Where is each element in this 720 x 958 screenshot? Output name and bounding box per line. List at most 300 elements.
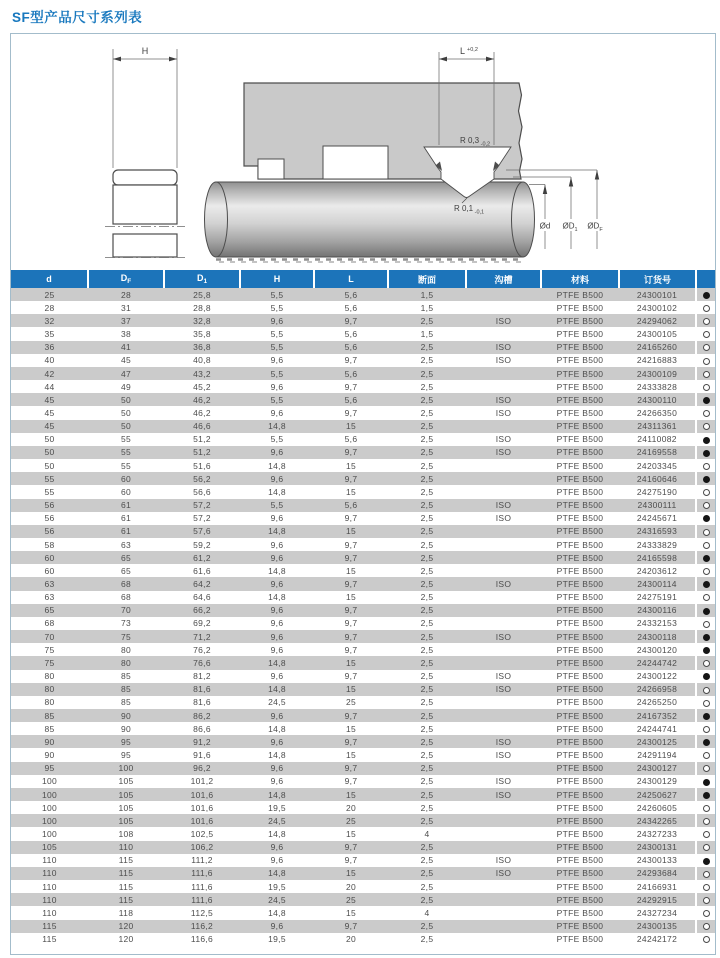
table-cell: 32 [11, 314, 88, 327]
table-cell: 24165260 [619, 341, 696, 354]
table-cell: 24300129 [636, 776, 678, 787]
table-cell [466, 841, 541, 854]
table-cell: 102,5 [190, 828, 214, 839]
table-row [11, 591, 715, 604]
table-cell [466, 906, 541, 919]
table-cell: ISO [466, 867, 541, 880]
table-cell: ISO [466, 577, 541, 590]
availability-dot-filled [703, 779, 710, 786]
table-cell: 61 [88, 499, 164, 512]
table-cell: 57,2 [193, 513, 211, 524]
table-cell: 9,7 [314, 314, 388, 327]
table-cell: 2,5 [420, 618, 434, 629]
table-row [11, 788, 715, 801]
table-row [11, 472, 715, 485]
table-cell: ISO [466, 393, 541, 406]
table-cell: 19,5 [268, 881, 286, 892]
table-cell: PTFE B500 [556, 618, 604, 629]
table-cell: 24300110 [619, 393, 696, 406]
table-cell: 24294062 [619, 314, 696, 327]
table-cell: 95 [120, 750, 132, 761]
availability-cell [696, 656, 715, 669]
table-cell: 9,7 [344, 381, 358, 392]
table-cell: 9,6 [270, 671, 284, 682]
table-cell [466, 525, 541, 538]
table-row [11, 867, 715, 880]
availability-dot-hollow [703, 936, 710, 943]
table-cell: 9,7 [314, 472, 388, 485]
table-cell: PTFE B500 [556, 565, 604, 576]
availability-dot-hollow [703, 344, 710, 351]
r01-label: R 0,1 $_{-0,1}$ [454, 204, 485, 216]
table-cell: 45 [11, 393, 88, 406]
table-cell: 2,5 [388, 709, 466, 722]
table-cell: 15 [345, 565, 357, 576]
table-cell [466, 327, 541, 340]
table-cell: 2,5 [388, 814, 466, 827]
table-cell: 24300127 [619, 762, 696, 775]
table-cell: 85 [44, 723, 55, 734]
table-cell [466, 288, 541, 301]
table-cell: PTFE B500 [541, 525, 619, 538]
table-row [11, 801, 715, 814]
table-cell: 9,6 [270, 355, 284, 366]
table-cell: 91,6 [193, 750, 211, 761]
table-cell: PTFE B500 [541, 709, 619, 722]
table-cell: 85 [11, 709, 88, 722]
table-row [11, 406, 715, 419]
table-cell: 63 [120, 539, 132, 550]
table-cell: 24292915 [619, 893, 696, 906]
table-cell: 24300135 [619, 920, 696, 933]
availability-dot-hollow [703, 726, 710, 733]
table-cell: 50 [44, 460, 55, 471]
table-row [11, 643, 715, 656]
availability-cell [696, 380, 715, 393]
availability-dot-filled [703, 450, 710, 457]
table-cell: 9,6 [270, 618, 284, 629]
table-head [11, 270, 715, 288]
table-cell: 14,8 [268, 565, 286, 576]
table-cell: 2,5 [388, 446, 466, 459]
column-header-L: L [314, 270, 388, 288]
availability-cell [696, 512, 715, 525]
table-cell: 68 [88, 577, 164, 590]
availability-cell [696, 406, 715, 419]
availability-cell [696, 617, 715, 630]
table-cell: ISO [495, 671, 512, 682]
table-cell: 51,2 [193, 434, 211, 445]
table-cell: 14,8 [240, 683, 314, 696]
table-cell: 2,5 [388, 841, 466, 854]
table-cell: 59,2 [193, 539, 211, 550]
table-cell: 56,2 [164, 472, 240, 485]
table-cell: 45,2 [193, 381, 211, 392]
seal-groove-large [323, 146, 388, 179]
table-cell: 1,5 [420, 329, 434, 340]
table-cell: 50 [88, 420, 164, 433]
table-cell: 112,5 [190, 907, 214, 918]
table-row [11, 656, 715, 669]
table-cell: 85 [120, 671, 132, 682]
table-cell: 70 [11, 630, 88, 643]
table-cell [466, 709, 541, 722]
table-cell: PTFE B500 [541, 762, 619, 775]
table-row [11, 617, 715, 630]
table-cell: PTFE B500 [556, 460, 604, 471]
table-cell: 101,6 [190, 802, 214, 813]
table-cell: 2,5 [388, 735, 466, 748]
table-cell: 75 [11, 656, 88, 669]
table-cell: 75 [44, 644, 55, 655]
table-cell: ISO [466, 788, 541, 801]
table-cell: 76,2 [193, 644, 211, 655]
availability-dot-hollow [703, 463, 710, 470]
availability-dot-filled [703, 581, 710, 588]
column-header-D: $D_F$ [88, 270, 164, 288]
table-cell: 111,2 [191, 855, 213, 866]
availability-dot-hollow [703, 371, 710, 378]
table-cell [466, 564, 541, 577]
table-cell: 2,5 [388, 420, 466, 433]
table-cell: 50 [44, 434, 55, 445]
table-cell: 100 [41, 828, 58, 839]
availability-dot-hollow [703, 621, 710, 628]
table-cell: 24203345 [636, 460, 678, 471]
table-cell: 115 [118, 881, 134, 892]
table-row [11, 762, 715, 775]
table-cell: 45 [44, 407, 55, 418]
column-header-材料: 材料 [541, 270, 619, 288]
table-cell: 60 [120, 486, 132, 497]
table-cell: 58 [44, 539, 55, 550]
table-cell: 81,6 [193, 697, 211, 708]
page-title: SF型产品尺寸系列表 [12, 10, 143, 25]
table-row [11, 814, 715, 827]
table-row [11, 499, 715, 512]
table-cell: 61,6 [193, 565, 211, 576]
availability-cell [696, 485, 715, 498]
table-cell: 9,6 [240, 630, 314, 643]
h-arrow-right [169, 57, 177, 62]
availability-dot-hollow [703, 502, 710, 509]
availability-cell [696, 630, 715, 643]
table-cell: PTFE B500 [556, 381, 604, 392]
table-cell: 5,5 [270, 302, 284, 313]
table-cell: 5,5 [270, 434, 284, 445]
table-cell: 24300122 [636, 671, 678, 682]
l-arrow-right [486, 57, 494, 62]
table-cell: 2,5 [420, 934, 434, 945]
table-cell: 45 [11, 420, 88, 433]
table-cell: 14,8 [240, 656, 314, 669]
table-row [11, 775, 715, 788]
h-dim-label: H [141, 46, 149, 56]
table-cell: PTFE B500 [541, 867, 619, 880]
availability-cell [696, 551, 715, 564]
table-cell: 2,5 [388, 604, 466, 617]
table-cell: 36,8 [164, 341, 240, 354]
table-cell: PTFE B500 [541, 420, 619, 433]
table-cell: 9,6 [270, 513, 284, 524]
availability-cell [696, 367, 715, 380]
table-cell: 15 [345, 486, 357, 497]
availability-dot-filled [703, 792, 710, 799]
table-cell: 100 [88, 762, 164, 775]
table-cell: 24300102 [636, 302, 678, 313]
table-cell: 81,6 [164, 683, 240, 696]
table-cell: 80 [44, 697, 55, 708]
table-cell: 55 [88, 446, 164, 459]
table-row [11, 880, 715, 893]
table-cell: 5,6 [344, 329, 358, 340]
availability-cell [696, 920, 715, 933]
l-arrow-left [439, 57, 447, 62]
table-cell: 50 [88, 393, 164, 406]
table-cell: 116,2 [164, 920, 240, 933]
table-cell: 24300125 [619, 735, 696, 748]
table-cell: 9,6 [240, 709, 314, 722]
table-cell: 24311361 [619, 420, 696, 433]
table-cell: 4 [424, 907, 430, 918]
table-row [11, 538, 715, 551]
table-cell: 24333829 [636, 539, 678, 550]
table-cell: 24275191 [636, 592, 678, 603]
technical-drawing [11, 35, 715, 270]
availability-cell [696, 459, 715, 472]
availability-cell [696, 748, 715, 761]
table-cell: 24245671 [636, 513, 678, 524]
availability-dot-hollow [703, 423, 710, 430]
table-cell: 31 [120, 302, 132, 313]
table-cell: 2,5 [420, 802, 434, 813]
table-cell: 105 [118, 776, 134, 787]
table-cell: 46,2 [164, 393, 240, 406]
table-cell: 101,6 [164, 814, 240, 827]
availability-cell [696, 933, 715, 946]
table-cell: 63 [11, 577, 88, 590]
table-cell: ISO [495, 855, 512, 866]
table-cell: 2,5 [388, 551, 466, 564]
table-row [11, 512, 715, 525]
availability-dot-hollow [703, 844, 710, 851]
table-cell: 56 [11, 525, 88, 538]
table-cell: 110 [88, 841, 164, 854]
table-cell: 42 [11, 367, 88, 380]
table-cell: 115 [118, 855, 134, 866]
table-cell: 61 [120, 513, 132, 524]
table-cell: 2,5 [420, 750, 434, 761]
table-cell: 24300116 [619, 604, 696, 617]
table-cell: 2,5 [420, 855, 434, 866]
table-cell: PTFE B500 [541, 551, 619, 564]
table-cell: 24300101 [619, 288, 696, 301]
table-cell: 14,8 [268, 723, 286, 734]
availability-dot-filled [703, 647, 710, 654]
table-cell: ISO [495, 407, 512, 418]
table-cell [466, 604, 541, 617]
table-cell [466, 827, 541, 840]
table-cell: 2,5 [420, 565, 434, 576]
table-cell: 86,6 [193, 723, 211, 734]
table-cell: 55 [44, 486, 55, 497]
table-cell: 80 [44, 671, 55, 682]
table-cell: 24327233 [636, 828, 678, 839]
table-cell: 9,7 [344, 539, 358, 550]
column-header-断面: 断面 [388, 270, 466, 288]
availability-dot-hollow [703, 700, 710, 707]
table-cell: 5,6 [314, 288, 388, 301]
table-cell [466, 643, 541, 656]
table-cell: 9,6 [240, 735, 314, 748]
table-cell: 37 [88, 314, 164, 327]
table-cell: 2,5 [420, 671, 434, 682]
table-cell: 2,5 [420, 776, 434, 787]
table-cell [466, 893, 541, 906]
availability-dot-hollow [703, 923, 710, 930]
table-cell: 55 [11, 472, 88, 485]
table-cell: ISO [495, 776, 512, 787]
table-cell: 9,6 [270, 855, 284, 866]
availability-dot-filled [703, 713, 710, 720]
table-cell: 24203612 [636, 565, 678, 576]
table-row [11, 446, 715, 459]
table-cell: 14,8 [268, 460, 286, 471]
table-row [11, 683, 715, 696]
availability-cell [696, 670, 715, 683]
table-cell: 110 [11, 893, 88, 906]
table-cell: 101,6 [164, 788, 240, 801]
table-cell: 2,5 [388, 314, 466, 327]
table-cell: PTFE B500 [556, 355, 604, 366]
dia-df-label: $ØD_F$ [587, 221, 603, 233]
table-cell: 24275190 [636, 486, 678, 497]
table-cell: 24,5 [240, 893, 314, 906]
availability-dot-hollow [703, 318, 710, 325]
table-cell: 24327234 [636, 907, 678, 918]
table-cell: 15 [345, 592, 357, 603]
table-cell: 9,7 [344, 618, 358, 629]
seal-groove-small [258, 159, 284, 179]
table-cell: PTFE B500 [541, 577, 619, 590]
table-cell: PTFE B500 [541, 446, 619, 459]
table-row [11, 630, 715, 643]
table-cell: 32,8 [164, 314, 240, 327]
table-cell: 9,7 [314, 446, 388, 459]
table-cell: 9,6 [240, 551, 314, 564]
table-cell: 65 [11, 604, 88, 617]
table-cell: ISO [495, 513, 512, 524]
table-cell: 115 [88, 867, 164, 880]
table-cell: 68 [120, 592, 132, 603]
table-cell: PTFE B500 [556, 750, 604, 761]
table-cell: 2,5 [388, 867, 466, 880]
availability-cell [696, 893, 715, 906]
availability-cell [696, 314, 715, 327]
availability-dot-hollow [703, 805, 710, 812]
availability-cell [696, 420, 715, 433]
table-cell: 116,6 [190, 934, 214, 945]
table-row [11, 551, 715, 564]
dimension-h [113, 49, 177, 168]
table-cell: PTFE B500 [556, 881, 604, 892]
table-cell: 111,6 [164, 893, 240, 906]
table-cell: 36 [11, 341, 88, 354]
table-cell: 50 [11, 446, 88, 459]
table-cell: 9,6 [270, 644, 284, 655]
table-cell: 14,8 [268, 907, 286, 918]
availability-cell [696, 341, 715, 354]
column-header-dot [696, 270, 715, 288]
table-cell: 40 [44, 355, 55, 366]
table-cell: 2,5 [420, 381, 434, 392]
table-cell [466, 801, 541, 814]
availability-cell [696, 906, 715, 919]
table-cell: 15 [314, 656, 388, 669]
table-cell: 9,7 [344, 513, 358, 524]
table-cell: 25 [314, 893, 388, 906]
table-cell: 24342265 [619, 814, 696, 827]
availability-dot-hollow [703, 818, 710, 825]
availability-cell [696, 525, 715, 538]
table-cell: 120 [88, 920, 164, 933]
table-cell: 20 [345, 934, 357, 945]
table-cell: 24167352 [619, 709, 696, 722]
table-cell: 111,6 [164, 867, 240, 880]
table-cell: 24,5 [240, 814, 314, 827]
table-cell: 66,2 [164, 604, 240, 617]
table-cell: 2,5 [420, 460, 434, 471]
table-cell: 40,8 [193, 355, 211, 366]
availability-cell [696, 762, 715, 775]
availability-cell [696, 327, 715, 340]
table-cell: 25,8 [164, 288, 240, 301]
table-cell [466, 617, 541, 630]
availability-dot-hollow [703, 568, 710, 575]
table-cell [466, 933, 541, 946]
table-cell: 110 [42, 881, 57, 892]
table-cell: PTFE B500 [541, 683, 619, 696]
table-cell [466, 762, 541, 775]
availability-cell [696, 446, 715, 459]
table-cell: 1,5 [388, 288, 466, 301]
column-header-沟槽: 沟槽 [466, 270, 541, 288]
table-cell [466, 551, 541, 564]
table-cell: 19,5 [268, 934, 286, 945]
table-cell: 15 [345, 460, 357, 471]
table-cell: 2,5 [420, 644, 434, 655]
availability-dot-hollow [703, 687, 710, 694]
column-header-D: $D_1$ [164, 270, 240, 288]
table-cell: PTFE B500 [541, 814, 619, 827]
table-cell: 9,7 [314, 577, 388, 590]
table-cell: 24265250 [636, 697, 678, 708]
table-cell: PTFE B500 [541, 314, 619, 327]
table-cell: 24169558 [619, 446, 696, 459]
table-cell: 70 [88, 604, 164, 617]
availability-dot-hollow [703, 910, 710, 917]
table-cell: 24332153 [636, 618, 678, 629]
table-row [11, 301, 715, 314]
table-row [11, 920, 715, 933]
table-cell: 9,7 [314, 735, 388, 748]
table-row [11, 841, 715, 854]
table-cell: 15 [345, 750, 357, 761]
table-cell: 2,5 [420, 881, 434, 892]
availability-dot-filled [703, 634, 710, 641]
dia-d1-arrow [569, 177, 573, 187]
table-cell: PTFE B500 [541, 920, 619, 933]
